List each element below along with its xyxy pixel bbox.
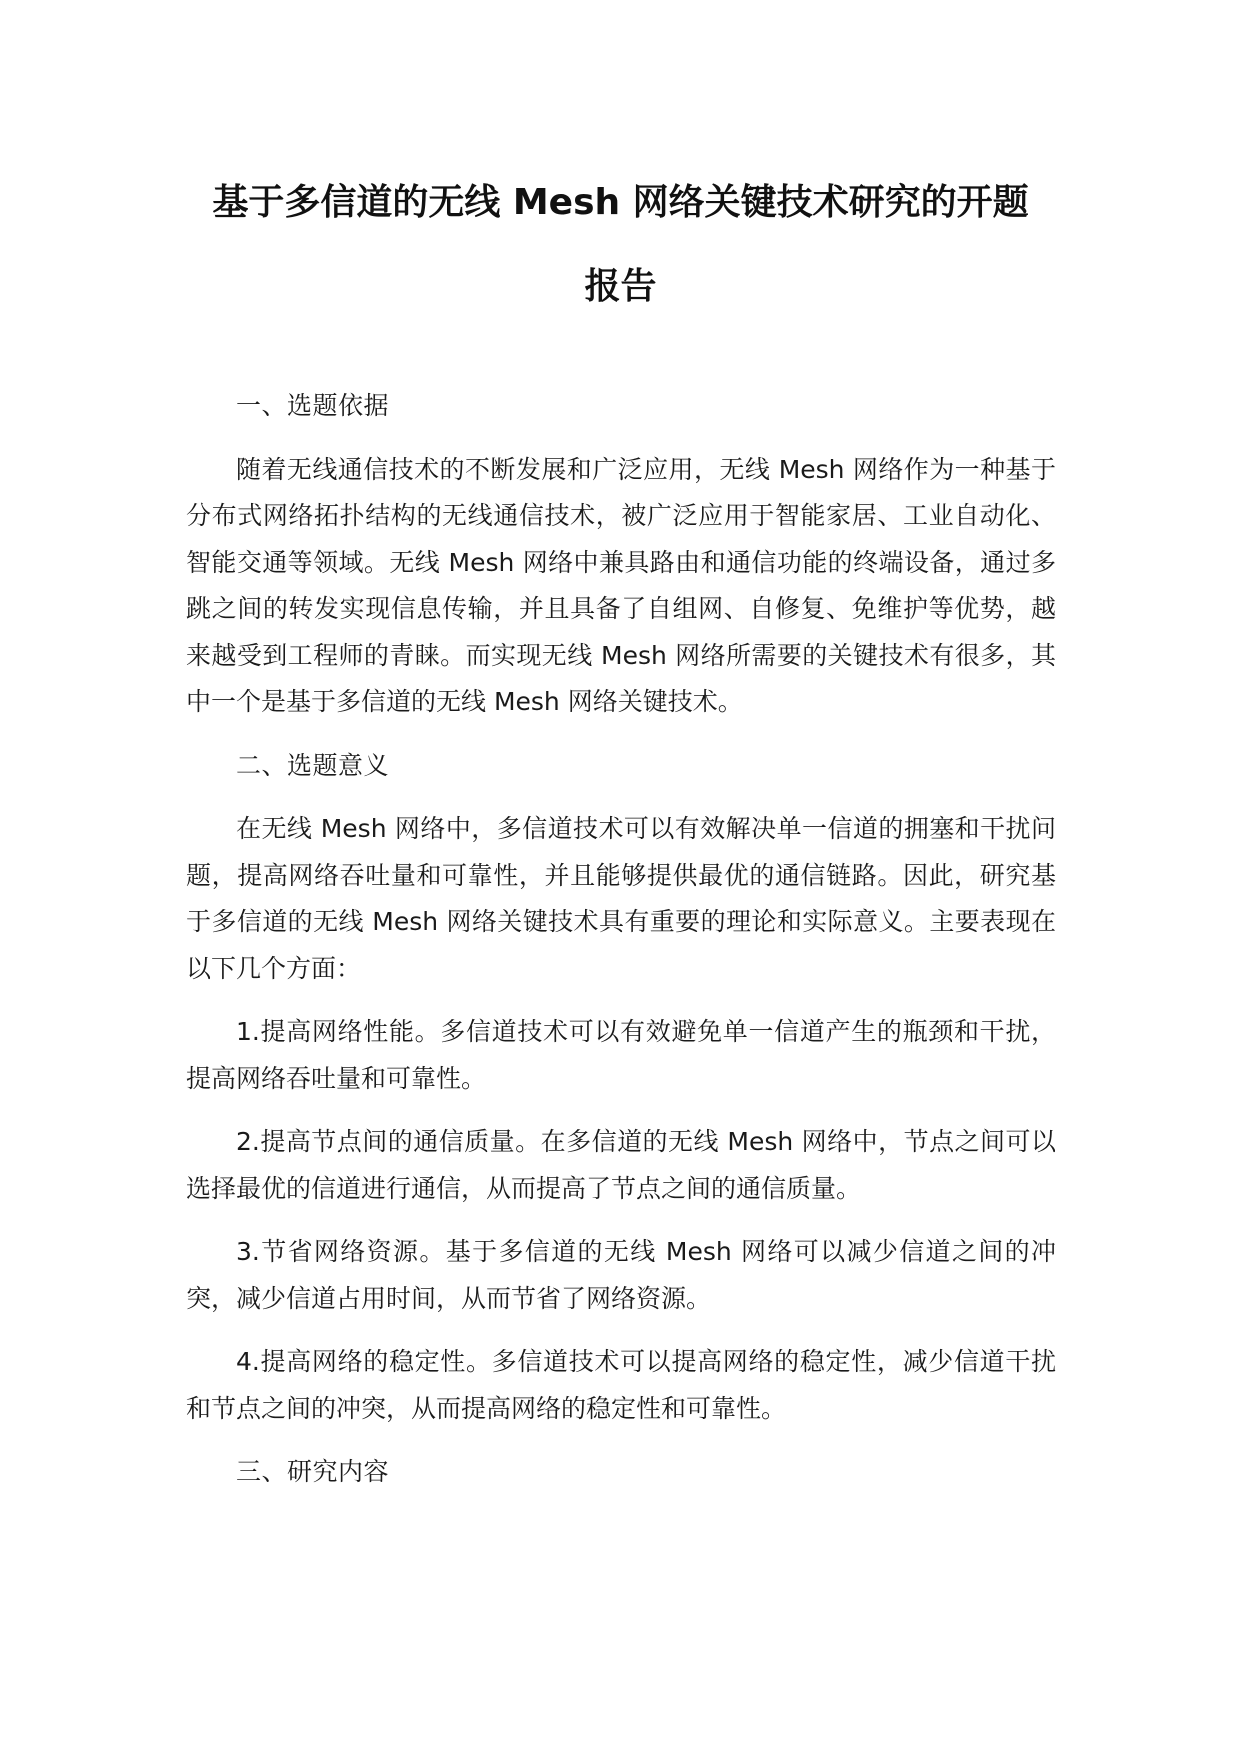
paragraph-background: 随着无线通信技术的不断发展和广泛应用，无线 Mesh 网络作为一种基于分布式网络拓扑结构的无线通信技术，被广泛应用于智能家居、工业自动化、智能交通等领域。无线 Mesh 网络中兼具路由和通信功能的终端设备，通过多跳之间的转发实现信息传输，并且具备了自组网、自修复、免维护等优势，越来越受到工程师的青睐。而实现无线 Mesh 网络所需要的关键技术有很多，其中一个是基于多信道的无线 Mesh 网络关键技术。 — [186, 454, 1056, 716]
document-body — [186, 383, 1056, 1496]
list-item-stability: 4.提高网络的稳定性。多信道技术可以提高网络的稳定性，减少信道干扰和节点之间的冲突，从而提高网络的稳定性和可靠性。 — [186, 1347, 1056, 1423]
paragraph-significance-intro: 在无线 Mesh 网络中，多信道技术可以有效解决单一信道的拥塞和干扰问题，提高网络吞吐量和可靠性，并且能够提供最优的通信链路。因此，研究基于多信道的无线 Mesh 网络关键技术具有重要的理论和实际意义。主要表现在以下几个方面： — [186, 814, 1056, 983]
section-heading-basis: 一、选题依据 — [236, 391, 390, 420]
section-heading-significance: 二、选题意义 — [236, 750, 390, 780]
document-title-line-2: 报告 — [584, 266, 657, 307]
section-heading-research-content: 三、研究内容 — [236, 1457, 390, 1486]
list-item-resource-saving: 3.节省网络资源。基于多信道的无线 Mesh 网络可以减少信道之间的冲突，减少信道占用时间，从而节省了网络资源。 — [186, 1237, 1056, 1313]
list-item-communication-quality: 2.提高节点间的通信质量。在多信道的无线 Mesh 网络中，节点之间可以选择最优的信道进行通信，从而提高了节点之间的通信质量。 — [186, 1127, 1056, 1203]
document-title-line-1: 基于多信道的无线 Mesh 网络关键技术研究的开题 — [212, 182, 1029, 223]
list-item-performance: 1.提高网络性能。多信道技术可以有效避免单一信道产生的瓶颈和干扰，提高网络吞吐量和可靠性。 — [186, 1017, 1056, 1093]
